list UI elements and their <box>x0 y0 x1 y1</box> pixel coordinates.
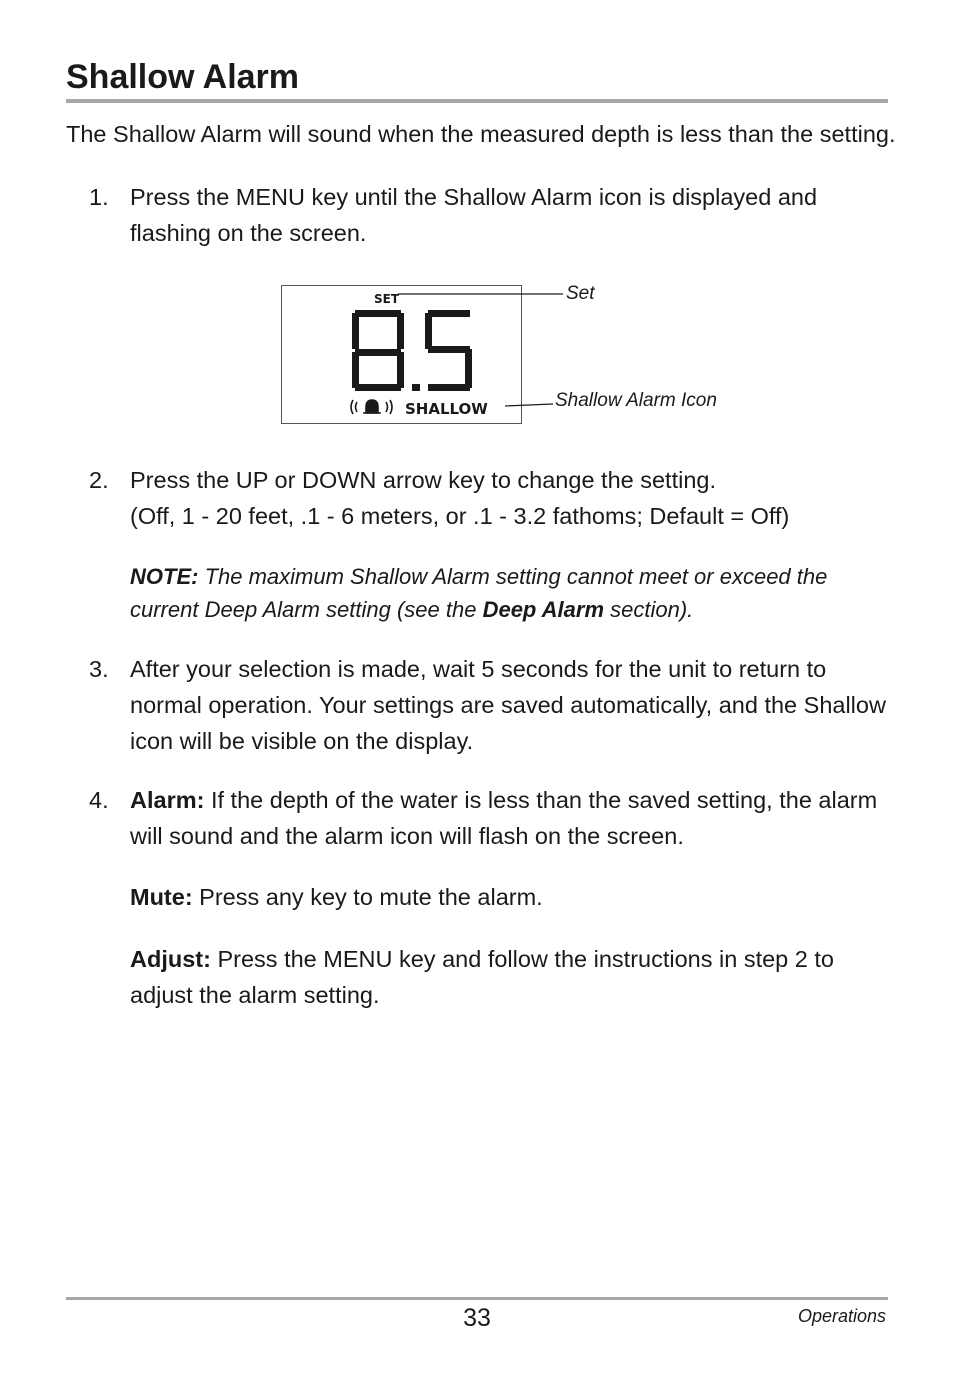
step-text: After your selection is made, wait 5 seconds for the unit to return to normal operation. Your settings are saved automatically, and the Shallow icon will be visible on the display. <box>130 656 886 754</box>
step-text: Press the MENU key until the Shallow Alarm icon is displayed and flashing on the screen. <box>130 184 818 246</box>
section-name: Operations <box>797 1306 886 1326</box>
page-number: 33 <box>463 1304 491 1332</box>
adjust-paragraph <box>130 941 890 1013</box>
callout-shallow-alarm-icon: Shallow Alarm Icon <box>555 390 717 411</box>
alarm-text: If the depth of the water is less than the saved setting, the alarm will sound and the alarm icon will flash on the screen. <box>130 787 878 849</box>
note-text-end: section). <box>604 597 694 622</box>
icon-callout-line <box>505 404 553 406</box>
adjust-text: Press the MENU key and follow the instructions in step 2 to adjust the alarm setting. <box>130 946 834 1008</box>
mute-paragraph <box>130 879 890 915</box>
step-text <box>130 782 890 854</box>
step-text-line: Press the UP or DOWN arrow key to change the setting. <box>130 467 717 493</box>
step-number: 4. <box>89 787 109 813</box>
step-number: 1. <box>89 184 109 210</box>
page-title: Shallow Alarm <box>66 58 300 96</box>
shallow-indicator: SHALLOW <box>405 400 488 418</box>
step-text <box>130 462 890 534</box>
mute-label: Mute: <box>130 884 193 910</box>
callout-set: Set <box>566 283 595 304</box>
step-text-line: (Off, 1 - 20 feet, .1 - 6 meters, or .1 - 3.2 fathoms; Default = Off) <box>130 503 790 529</box>
mute-text: Press any key to mute the alarm. <box>192 884 543 910</box>
footer-divider <box>66 1297 888 1300</box>
note-text: The maximum Shallow Alarm setting cannot meet or exceed the current Deep Alarm setting (see the <box>130 564 828 622</box>
step-number: 2. <box>89 467 109 493</box>
set-indicator: SET <box>374 292 400 306</box>
alarm-label: Alarm: <box>130 787 205 813</box>
deep-alarm-reference: Deep Alarm <box>482 597 605 622</box>
intro-paragraph: The Shallow Alarm will sound when the measured depth is less than the setting. <box>66 121 896 147</box>
note-label: NOTE: <box>130 564 199 589</box>
step-number: 3. <box>89 656 109 682</box>
adjust-label: Adjust: <box>130 946 211 972</box>
note-paragraph <box>130 560 890 626</box>
